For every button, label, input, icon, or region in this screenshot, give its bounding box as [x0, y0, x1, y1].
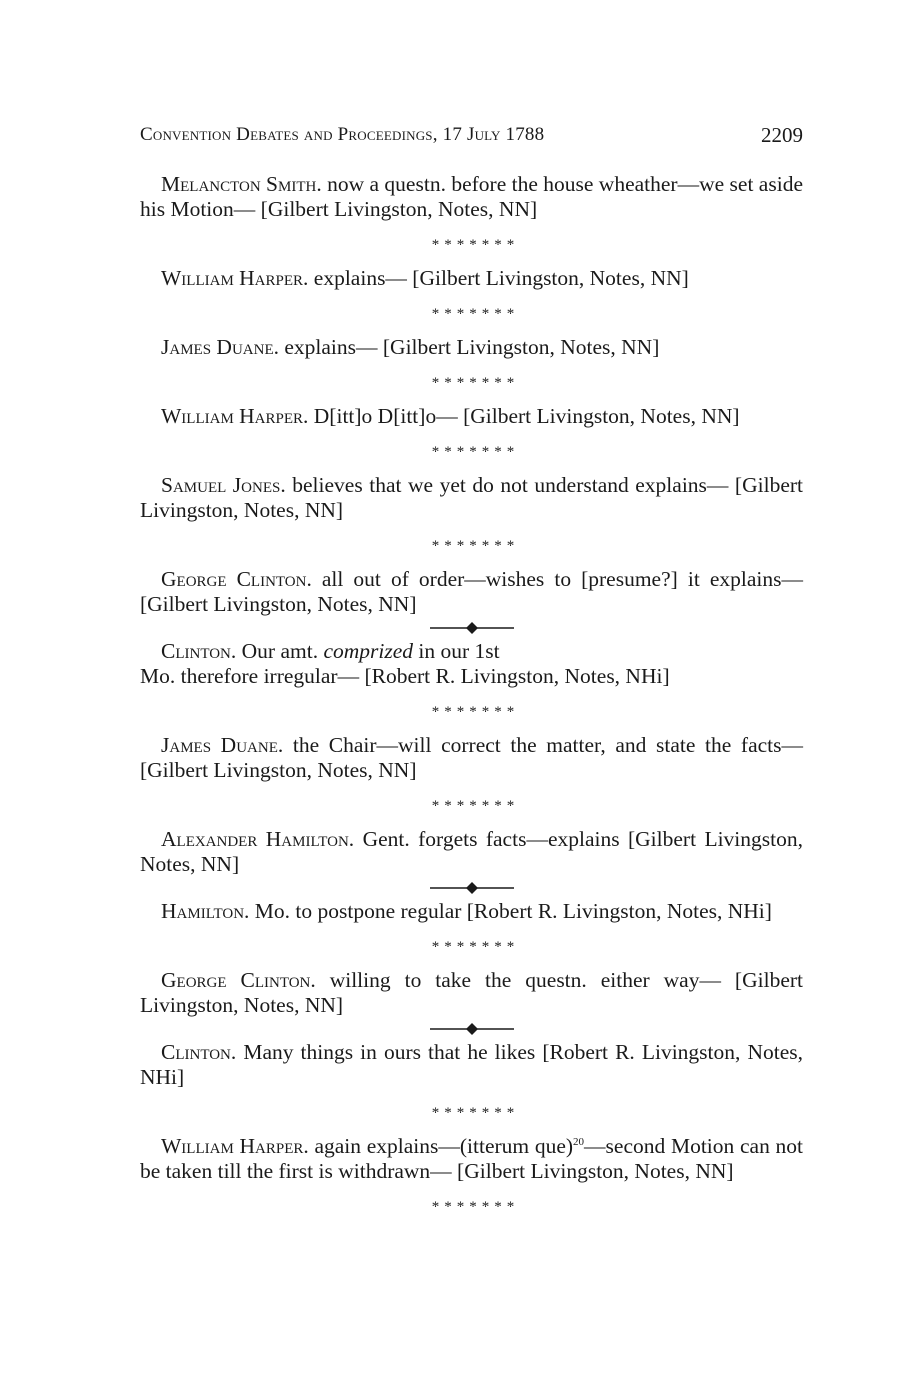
debate-entry	[140, 1040, 803, 1090]
debate-entry	[140, 335, 803, 360]
debate-entry	[140, 1134, 803, 1184]
asterisk-separator: *******	[431, 1199, 520, 1215]
diamond-rule-icon	[430, 1022, 514, 1036]
debate-entry	[140, 567, 803, 617]
speaker-name: William Harper.	[161, 1134, 309, 1158]
entry-text: all out of order—wishes to [presume?] it explains— [Gilbert Livingston, Notes, NN]	[140, 567, 803, 616]
asterisk-separator: *******	[431, 306, 520, 322]
entry-text: —second Motion can not be taken till the first is withdrawn— [Gilbert Livingston, Notes, NN]	[140, 1134, 804, 1183]
footnote-marker[interactable]: 20	[573, 1136, 585, 1148]
speaker-name: Clinton.	[161, 1040, 237, 1064]
speaker-name: George Clinton.	[161, 567, 312, 591]
entry-text: explains— [Gilbert Livingston, Notes, NN]	[278, 335, 660, 359]
debate-entry	[140, 404, 803, 429]
asterisk-separator: *******	[431, 939, 520, 955]
speaker-name: Alexander Hamilton.	[161, 827, 355, 851]
diamond-rule-ornament	[140, 877, 803, 899]
entry-text: believes that we yet do not understand explains— [Gilbert Livingston, Notes, NN]	[140, 473, 803, 522]
entry-text: in our 1st	[413, 639, 500, 663]
debate-entry	[140, 733, 803, 783]
speaker-name: James Duane.	[161, 733, 284, 757]
entry-text: explains— [Gilbert Livingston, Notes, NN]	[308, 266, 689, 290]
speaker-name: William Harper.	[161, 266, 309, 290]
entry-text: willing to take the questn. either way— [Gilbert Livingston, Notes, NN]	[140, 968, 803, 1017]
asterisk-separator: *******	[431, 444, 520, 460]
asterisk-separator: *******	[431, 798, 520, 814]
asterisk-separator: *******	[431, 538, 520, 554]
entry-text: the Chair—will correct the matter, and state the facts— [Gilbert Livingston, Notes, NN]	[140, 733, 803, 782]
entry-text: Many things in ours that he likes [Robert R. Livingston, Notes, NHi]	[140, 1040, 803, 1089]
asterisk-separator: *******	[431, 237, 520, 253]
diamond-rule-ornament	[140, 617, 803, 639]
running-head-title: Convention Debates and Proceedings, 17 July 1788	[140, 124, 545, 145]
document-body	[140, 172, 803, 1228]
entry-emphasis: comprized	[323, 639, 414, 663]
debate-entry	[140, 172, 803, 222]
diamond-rule-icon	[430, 881, 514, 895]
diamond-rule-ornament	[140, 1018, 803, 1040]
asterisk-separator: *******	[431, 704, 520, 720]
speaker-name: George Clinton.	[161, 968, 316, 992]
debate-entry	[140, 968, 803, 1018]
speaker-name: Melancton Smith.	[161, 172, 322, 196]
speaker-name: James Duane.	[161, 335, 279, 359]
asterisk-separator: *******	[431, 1105, 520, 1121]
diamond-rule-icon	[430, 621, 514, 635]
debate-entry	[140, 639, 803, 689]
speaker-name: William Harper.	[161, 404, 309, 428]
running-head	[140, 122, 803, 148]
entry-text: Mo. to postpone regular [Robert R. Livingston, Notes, NHi]	[249, 899, 772, 923]
entry-text: now a questn. before the house wheather—we set aside his Motion— [Gilbert Livingston, Notes, NN]	[140, 172, 803, 221]
speaker-name: Samuel Jones.	[161, 473, 286, 497]
entry-text: Our amt.	[236, 639, 324, 663]
debate-entry	[140, 827, 803, 877]
page-number: 2209	[761, 123, 803, 147]
entry-text: Mo. therefore irregular— [Robert R. Livingston, Notes, NHi]	[140, 664, 670, 688]
debate-entry	[140, 266, 803, 291]
speaker-name: Hamilton.	[161, 899, 250, 923]
entry-text: again explains—(itterum que)	[308, 1134, 574, 1158]
entry-text: Gent. forgets facts—explains [Gilbert Livingston, Notes, NN]	[140, 827, 803, 876]
speaker-name: Clinton.	[161, 639, 237, 663]
debate-entry	[140, 899, 803, 924]
entry-text: D[itt]o D[itt]o— [Gilbert Livingston, Notes, NN]	[308, 404, 740, 428]
asterisk-separator: *******	[431, 375, 520, 391]
debate-entry	[140, 473, 803, 523]
